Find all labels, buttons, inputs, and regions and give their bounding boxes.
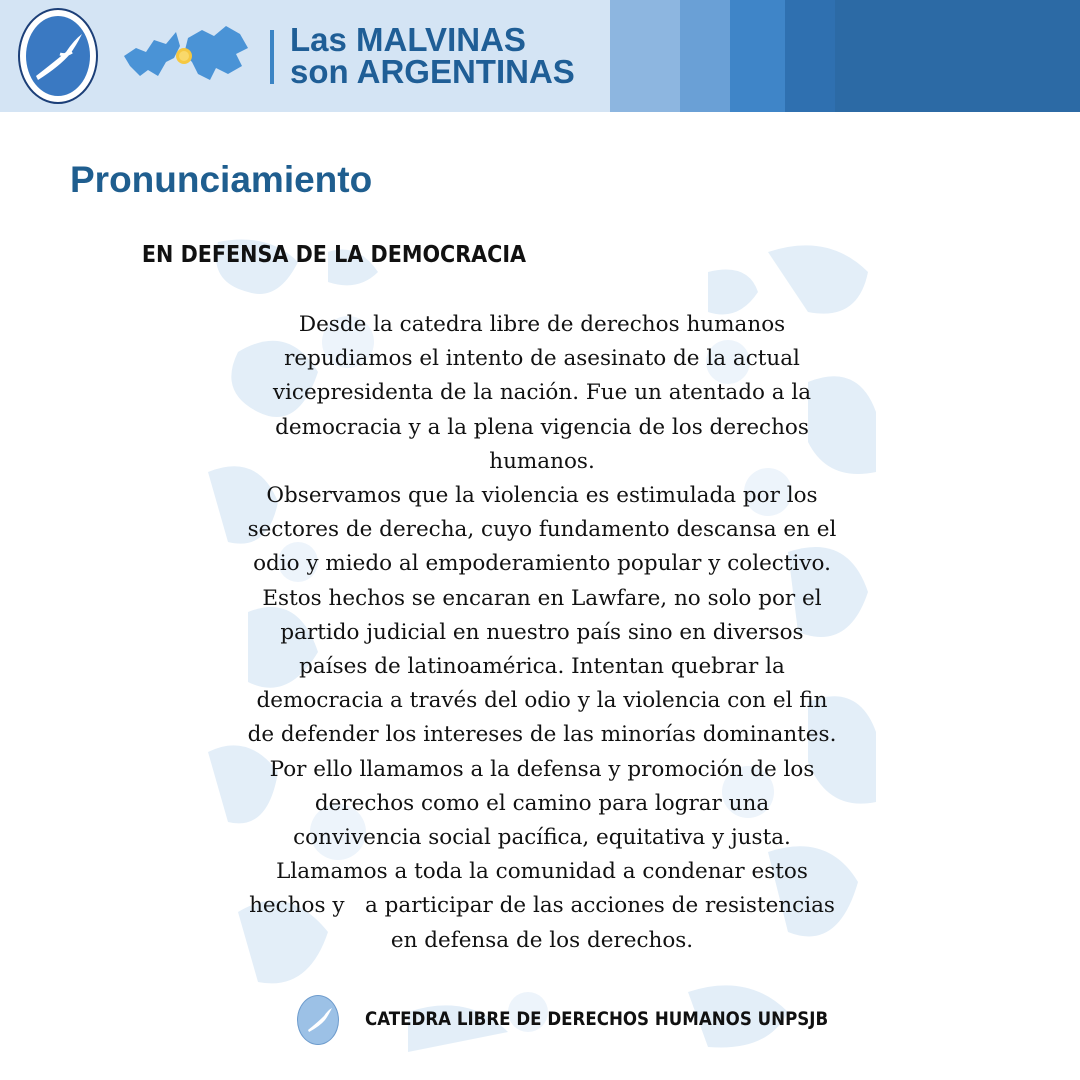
header-divider: [270, 30, 274, 84]
document-footer: CATEDRA LIBRE DE DERECHOS HUMANOS UNPSJB: [365, 1009, 829, 1030]
page-title: Pronunciamiento: [70, 159, 373, 200]
body-line: humanos.: [489, 448, 595, 474]
albatross-seal-icon: [297, 995, 339, 1045]
body-line: democracia a través del odio y la violencia con el fin: [256, 688, 828, 714]
body-line: Observamos que la violencia es estimulada por los: [266, 483, 818, 509]
body-line: sectores de derecha, cuyo fundamento descansa en el: [247, 517, 837, 543]
header-stripe: [835, 0, 1080, 112]
body-line: odio y miedo al empoderamiento popular y colectivo.: [253, 551, 831, 577]
body-line: Por ello llamamos a la defensa y promoción de los: [269, 756, 815, 782]
body-line: hechos y a participar de las acciones de resistencias: [249, 893, 835, 919]
body-line: repudiamos el intento de asesinato de la actual: [284, 346, 800, 372]
header-stripe: [610, 0, 680, 112]
university-logo-icon: [18, 8, 98, 104]
body-line: Llamamos a toda la comunidad a condenar estos: [276, 859, 808, 885]
header-banner: [0, 0, 1080, 112]
body-line: en defensa de los derechos.: [390, 927, 694, 953]
body-line: partido judicial en nuestro país sino en diversos: [280, 619, 804, 645]
body-line: Estos hechos se encaran en Lawfare, no solo por el: [262, 585, 822, 611]
body-line: de defender los intereses de las minorías dominantes.: [247, 722, 837, 748]
body-line: países de latinoamérica. Intentan quebrar la: [299, 654, 785, 680]
header-stripe: [680, 0, 730, 112]
motto-line-2: son ARGENTINAS: [290, 53, 575, 90]
document-body: [228, 308, 856, 958]
body-line: vicepresidenta de la nación. Fue un atentado a la: [272, 380, 812, 406]
header-stripe: [785, 0, 835, 112]
motto-line-1: Las MALVINAS: [290, 21, 526, 58]
body-line: democracia y a la plena vigencia de los derechos: [275, 414, 809, 440]
malvinas-islands-icon: [118, 18, 254, 92]
document-title: EN DEFENSA DE LA DEMOCRACIA: [141, 242, 527, 268]
body-line: derechos como el camino para lograr una: [314, 790, 770, 816]
body-line: convivencia social pacífica, equitativa y justa.: [293, 825, 791, 851]
body-line: Desde la catedra libre de derechos humanos: [298, 312, 786, 337]
header-motto: [290, 21, 575, 90]
header-stripe: [730, 0, 785, 112]
